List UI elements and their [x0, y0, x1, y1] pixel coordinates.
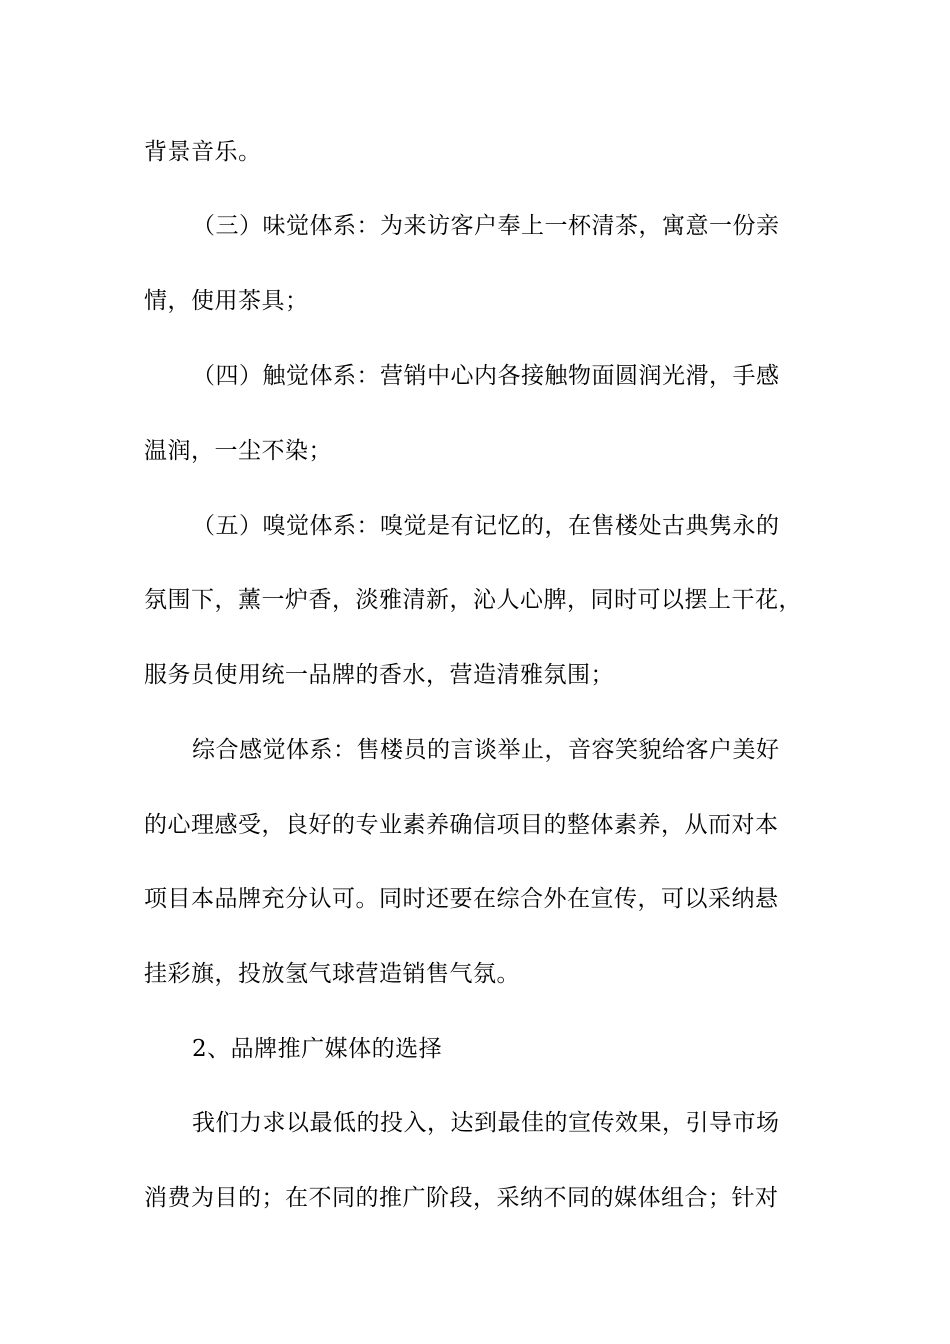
text-line: 的心理感受，良好的专业素养确信项目的整体素养，从而对本: [144, 812, 779, 838]
paragraph-touch-system: （四）触觉体系：营销中心内各接触物面圆润光滑，手感: [192, 363, 780, 389]
section-heading: 2、品牌推广媒体的选择: [192, 1036, 443, 1062]
text-line: 挂彩旗，投放氢气球营造销售气氛。: [144, 961, 520, 987]
paragraph-media-selection: 我们力求以最低的投入，达到最佳的宣传效果，引导市场: [192, 1110, 780, 1136]
text-line: 温润，一尘不染；: [144, 438, 332, 464]
text-line: 项目本品牌充分认可。同时还要在综合外在宣传，可以采纳悬: [144, 886, 779, 912]
paragraph-smell-system: （五）嗅觉体系：嗅觉是有记忆的，在售楼处古典隽永的: [192, 513, 780, 539]
text-line: 氛围下，薰一炉香，淡雅清新，沁人心脾，同时可以摆上干花，: [144, 587, 802, 613]
text-line: 服务员使用统一品牌的香水，营造清雅氛围；: [144, 662, 614, 688]
text-line: 情，使用茶具；: [144, 288, 309, 314]
paragraph-taste-system: （三）味觉体系：为来访客户奉上一杯清茶，寓意一份亲: [192, 213, 780, 239]
text-line: 背景音乐。: [144, 139, 262, 165]
paragraph-combined-senses: 综合感觉体系：售楼员的言谈举止，音容笑貌给客户美好: [192, 737, 780, 763]
text-line: 消费为目的；在不同的推广阶段，采纳不同的媒体组合；针对: [144, 1185, 779, 1211]
